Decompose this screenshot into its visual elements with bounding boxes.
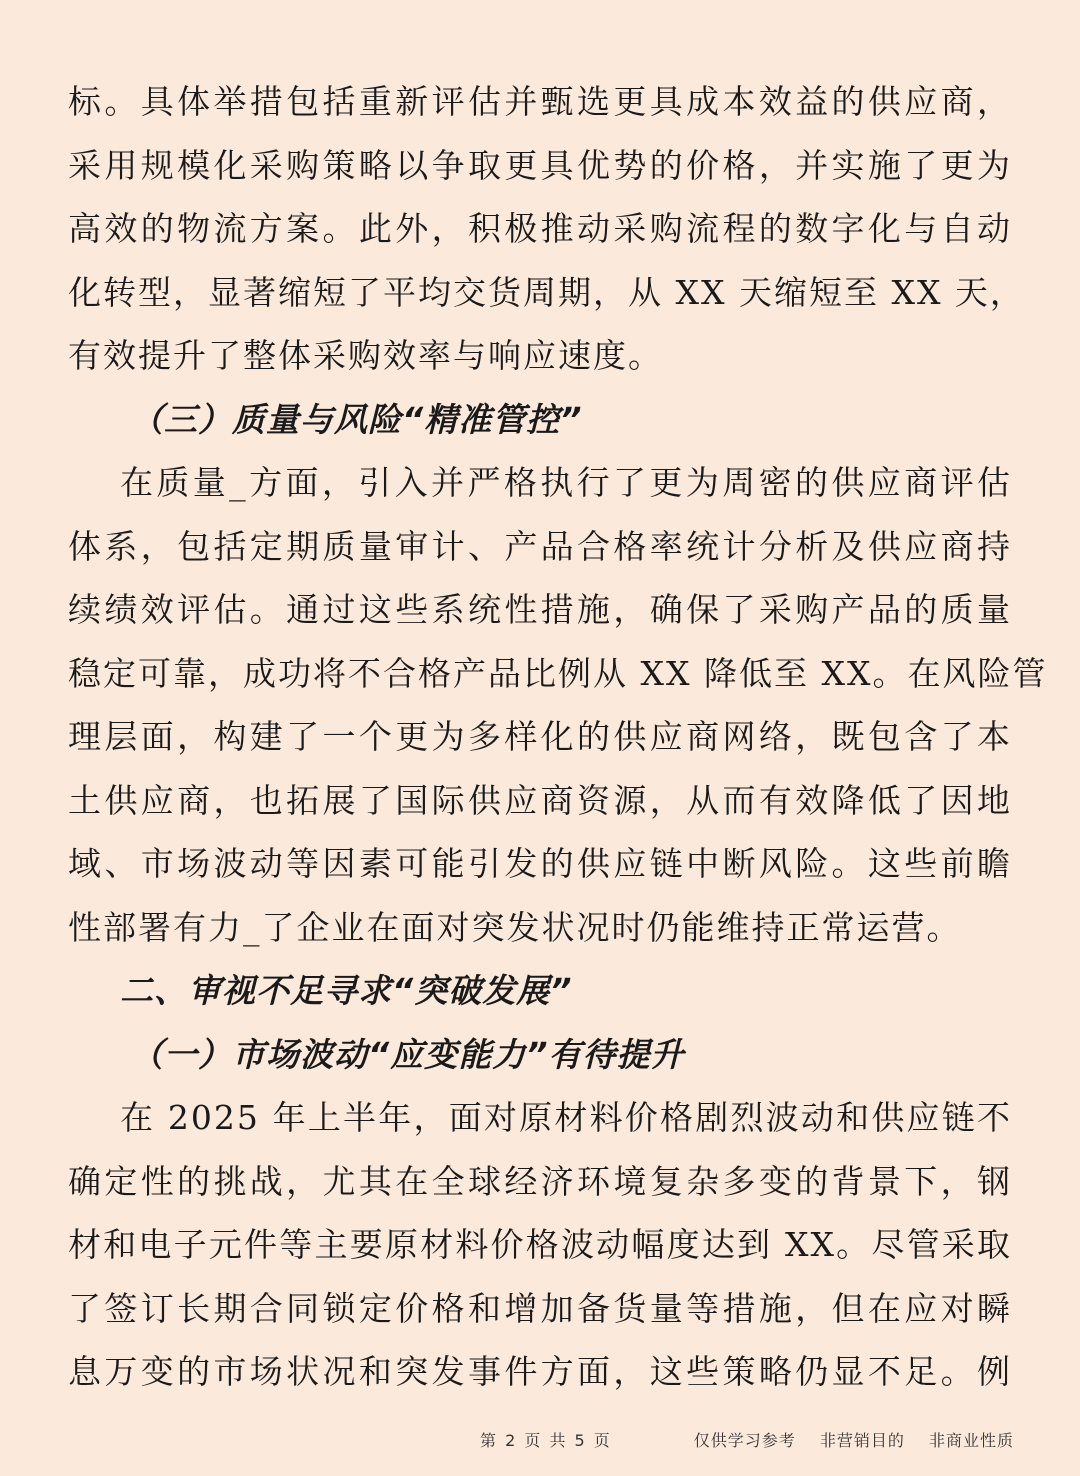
- paragraph-line: 稳定可靠，成功将不合格产品比例从 XX 降低至 XX。在风险管: [68, 653, 1048, 693]
- notice-non-marketing: 非营销目的: [819, 1431, 905, 1450]
- paragraph-line: 续绩效评估。通过这些系统性措施，确保了采购产品的质量: [68, 590, 1012, 629]
- paragraph-line: 了签订长期合同锁定价格和增加备货量等措施，但在应对瞬: [68, 1288, 1012, 1328]
- paragraph-line: 息万变的市场状况和突发事件方面，这些策略仍显不足。例: [68, 1352, 1012, 1391]
- footer-notices: [676, 1428, 1014, 1451]
- paragraph-line: 有效提升了整体采购效率与响应速度。: [68, 336, 663, 375]
- paragraph-line: 性部署有力_了企业在面对突发状况时仍能维持正常运营。: [68, 907, 962, 947]
- section-heading: （一）市场波动“应变能力”有待提升: [130, 1034, 685, 1074]
- section-heading: （三）质量与风险“精准管控”: [130, 399, 583, 439]
- document-body: [68, 70, 1048, 1404]
- paragraph-line: 体系，包括定期质量审计、产品合格率统计分析及供应商持: [68, 526, 1012, 566]
- paragraph-line: 在质量_方面，引入并严格执行了更为周密的供应商评估: [120, 463, 1012, 502]
- paragraph-line: 高效的物流方案。此外，积极推动采购流程的数字化与自动: [68, 209, 1012, 248]
- notice-non-commercial: 非商业性质: [928, 1431, 1014, 1450]
- paragraph-line: 域、市场波动等因素可能引发的供应链中断风险。这些前瞻: [68, 844, 1012, 883]
- paragraph-line: 标。具体举措包括重新评估并甄选更具成本效益的供应商，: [68, 82, 1012, 121]
- paragraph-line: 采用规模化采购策略以争取更具优势的价格，并实施了更为: [68, 145, 1012, 185]
- paragraph-line: 化转型，显著缩短了平均交货周期，从 XX 天缩短至 XX 天，: [68, 272, 1025, 312]
- paragraph-line: 确定性的挑战，尤其在全球经济环境复杂多变的背景下，钢: [68, 1161, 1012, 1201]
- notice-study-only: 仅供学习参考: [693, 1431, 796, 1450]
- chapter-heading: 二、审视不足寻求“突破发展”: [120, 971, 573, 1010]
- paragraph-line: 在 2025 年上半年，面对原材料价格剧烈波动和供应链不: [120, 1098, 1012, 1137]
- page-number: 第 2 页 共 5 页: [480, 1431, 612, 1450]
- paragraph-line: 理层面，构建了一个更为多样化的供应商网络，既包含了本: [68, 717, 1012, 756]
- paragraph-line: 土供应商，也拓展了国际供应商资源，从而有效降低了因地: [68, 780, 1012, 820]
- paragraph-line: 材和电子元件等主要原材料价格波动幅度达到 XX。尽管采取: [68, 1225, 1012, 1264]
- page-footer: [0, 1428, 1080, 1456]
